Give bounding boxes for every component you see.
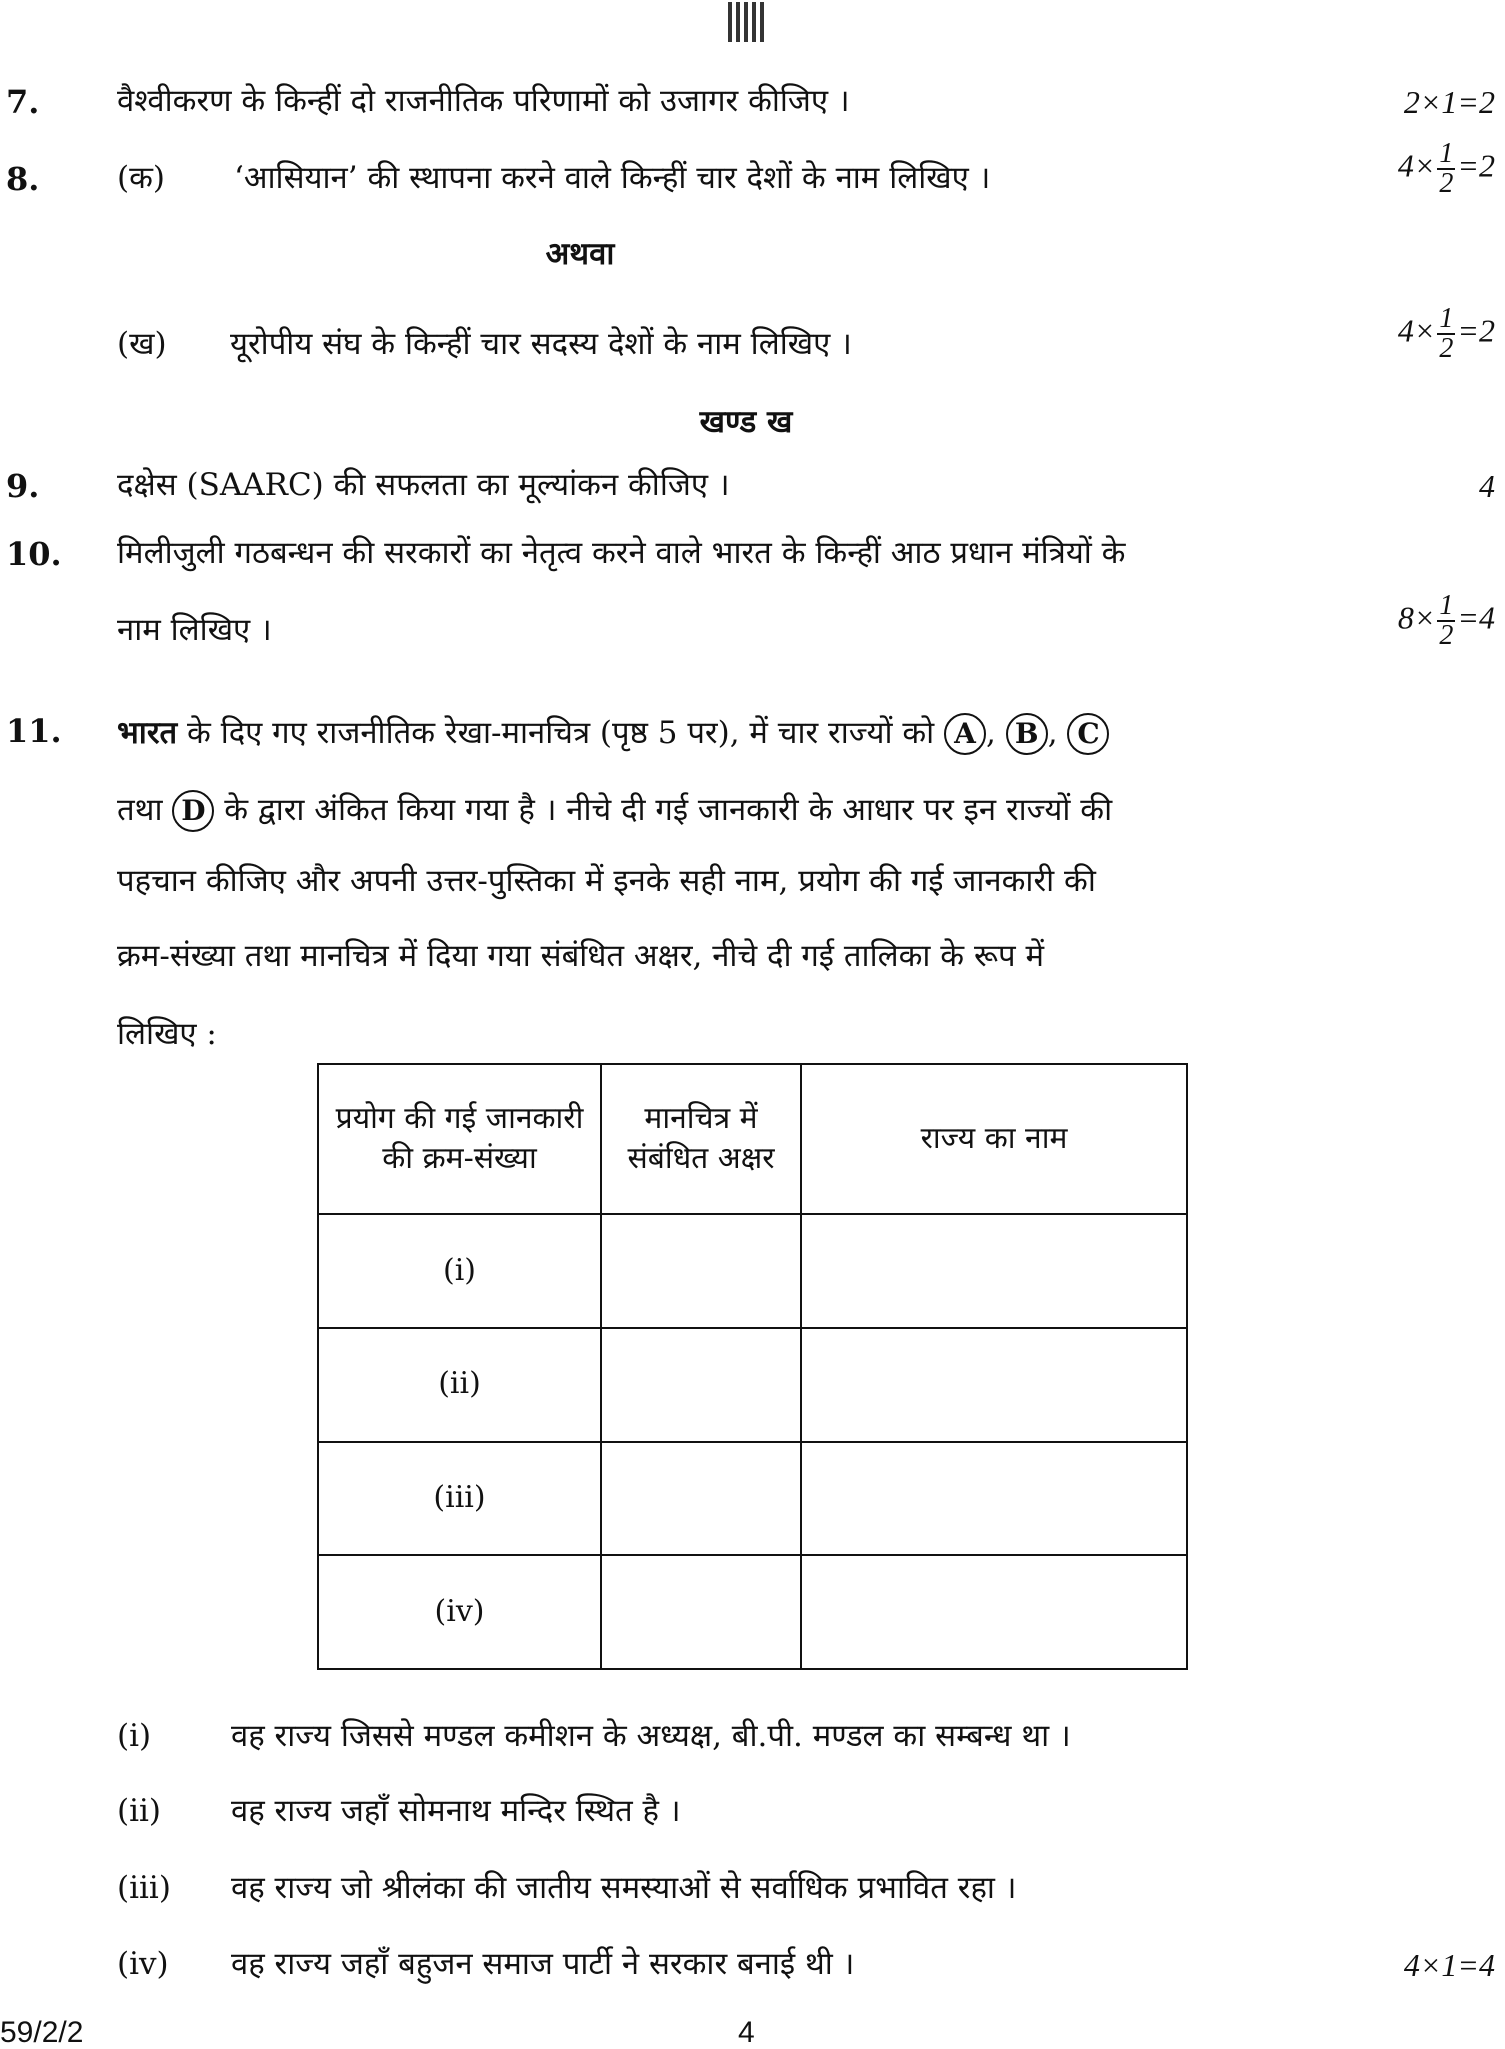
item-text: वह राज्य जिससे मण्डल कमीशन के अध्यक्ष, बी.पी. मण्डल का सम्बन्ध था । (231, 1718, 1071, 1754)
question-text: भारत के दिए गए राजनीतिक रेखा-मानचित्र (पृष्ठ 5 पर), में चार राज्यों को A , B , C (117, 713, 1109, 755)
item-text: वह राज्य जो श्रीलंका की जातीय समस्याओं से सर्वाधिक प्रभावित रहा । (231, 1870, 1017, 1906)
table-row: (ii) (318, 1328, 1187, 1442)
question-marks: 4× $\frac{1}{2}$ =2 (1397, 138, 1495, 199)
question-text: तथा D के द्वारा अंकित किया गया है । नीचे दी गई जानकारी के आधार पर इन राज्यों की (117, 790, 1112, 832)
item-label: (iv) (117, 1946, 169, 1982)
table-row: (iv) (318, 1555, 1187, 1669)
page-number: 4 (738, 2016, 755, 2049)
qr-code (728, 2, 768, 42)
answer-table (317, 1063, 1188, 1670)
question-text: मिलीजुली गठबन्धन की सरकारों का नेतृत्व करने वाले भारत के किन्हीं आठ प्रधान मंत्रियों के (117, 535, 1126, 571)
question-text: ‘आसियान’ की स्थापना करने वाले किन्हीं चार देशों के नाम लिखिए । (234, 160, 991, 196)
question-text: नाम लिखिए । (117, 612, 272, 648)
question-text: लिखिए : (117, 1016, 217, 1052)
map-letter-c: C (1067, 713, 1109, 755)
question-text: क्रम-संख्या तथा मानचित्र में दिया गया संबंधित अक्षर, नीचे दी गई तालिका के रूप में (117, 938, 1045, 974)
table-row: (iii) (318, 1442, 1187, 1556)
question-number: 8. (6, 160, 40, 198)
paper-code: 59/2/2 (0, 2016, 84, 2049)
question-number: 9. (6, 467, 40, 505)
question-text: यूरोपीय संघ के किन्हीं चार सदस्य देशों के नाम लिखिए । (230, 326, 852, 362)
question-number: 11. (6, 712, 62, 750)
option-label: (ख) (117, 326, 167, 362)
question-marks: 4×1=4 (1403, 1947, 1495, 1983)
question-marks: 4 (1479, 468, 1495, 504)
question-marks: 2×1=2 (1403, 84, 1495, 120)
item-text: वह राज्य जहाँ बहुजन समाज पार्टी ने सरकार बनाई थी । (231, 1946, 855, 1982)
item-label: (i) (117, 1718, 152, 1754)
question-number: 10. (6, 535, 62, 573)
question-marks: 4× $\frac{1}{2}$ =2 (1397, 303, 1495, 364)
or-heading: अथवा (545, 236, 615, 272)
map-letter-a: A (944, 713, 986, 755)
question-number: 7. (6, 83, 40, 121)
table-header: राज्य का नाम (801, 1064, 1187, 1214)
table-row: (i) (318, 1214, 1187, 1328)
map-letter-d: D (172, 790, 214, 832)
question-marks: 8× $\frac{1}{2}$ =4 (1397, 590, 1495, 651)
option-label: (क) (117, 160, 165, 196)
question-text: पहचान कीजिए और अपनी उत्तर-पुस्तिका में इनके सही नाम, प्रयोग की गई जानकारी की (117, 863, 1096, 899)
item-label: (ii) (117, 1793, 162, 1829)
question-text: वैश्वीकरण के किन्हीं दो राजनीतिक परिणामों को उजागर कीजिए । (117, 83, 850, 119)
table-header: मानचित्र में संबंधित अक्षर (601, 1064, 801, 1214)
section-heading: खण्ड ख (699, 404, 793, 440)
question-text: दक्षेस (SAARC) की सफलता का मूल्यांकन कीजिए । (117, 467, 730, 503)
item-label: (iii) (117, 1870, 171, 1906)
table-header: प्रयोग की गई जानकारी की क्रम-संख्या (318, 1064, 601, 1214)
item-text: वह राज्य जहाँ सोमनाथ मन्दिर स्थित है । (231, 1793, 681, 1829)
map-letter-b: B (1006, 713, 1048, 755)
